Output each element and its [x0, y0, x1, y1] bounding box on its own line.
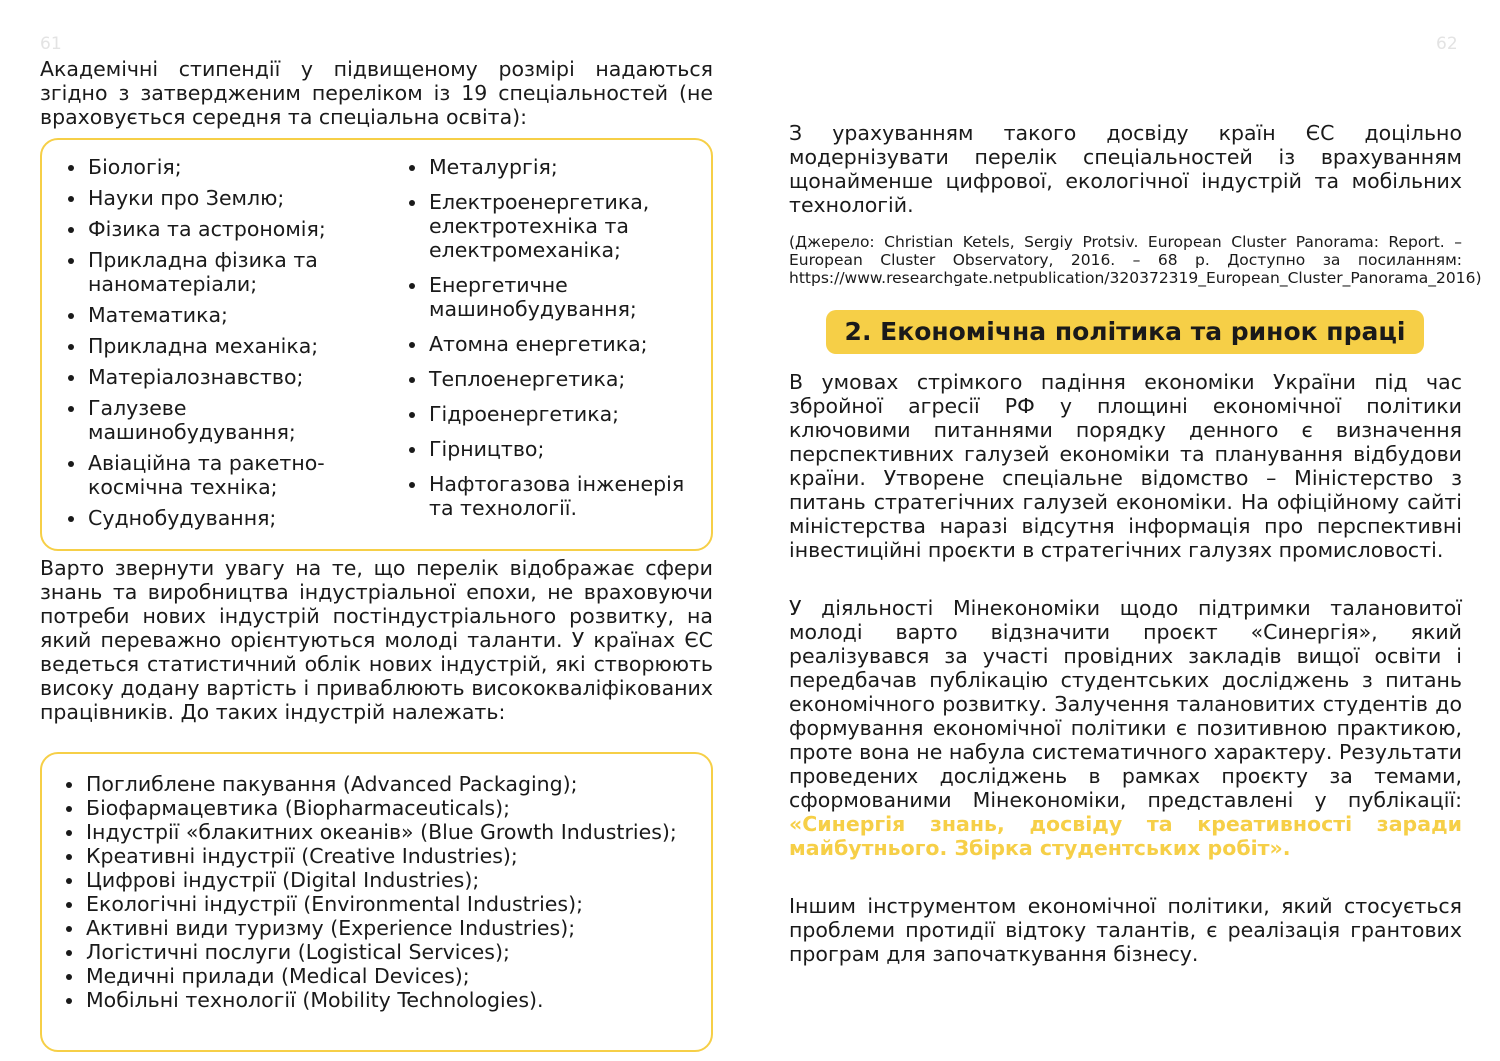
- specialty-item: Прикладна механіка;: [66, 334, 366, 358]
- industries-list: [64, 772, 694, 1012]
- specialty-item: Суднобудування;: [66, 506, 366, 530]
- specialty-item: Прикладна фізика та наноматеріали;: [66, 248, 366, 296]
- industry-item: Цифрові індустрії (Digital Industries);: [64, 868, 694, 892]
- eu-experience-paragraph: З урахуванням такого досвіду країн ЄС доцільно модернізувати перелік спеціальностей із врахуванням щонайменше цифрової, екологічної індустрій та мобільних технологій.: [789, 121, 1462, 217]
- publication-title-highlight: «Синергія знань, досвіду та креативності заради майбутнього. Збірка студентських робіт».: [789, 812, 1462, 860]
- specialty-item: Галузеве машинобудування;: [66, 396, 366, 444]
- specialty-item: Металургія;: [407, 155, 707, 179]
- specialty-item: Нафтогазова інженерія та технології.: [407, 472, 707, 520]
- source-citation: (Джерело: Christian Ketels, Sergiy Protsiv. European Cluster Panorama: Report. – European Cluster Observatory, 2016. – 68 p. Доступно за посиланням: https://www.researchgate.netpublication/320372319_European_Cluster_Panorama_2016): [789, 233, 1482, 287]
- specialty-item: Авіаційна та ракетно-космічна техніка;: [66, 451, 366, 499]
- industry-item: Екологічні індустрії (Environmental Industries);: [64, 892, 694, 916]
- page-number-left: 61: [40, 34, 62, 54]
- industry-item: Біофармацевтика (Biopharmaceuticals);: [64, 796, 694, 820]
- intro-paragraph: Академічні стипендії у підвищеному розмірі надаються згідно з затвердженим переліком із 19 спеціальностей (не враховується середня та спеціальна освіта):: [40, 57, 713, 129]
- minekonomiky-paragraph-text: У діяльності Мінекономіки щодо підтримки талановитої молоді варто відзначити проєкт «Синергія», який реалізувався за участі провідних закладів вищої освіти і передбачав публікацію студентських досліджень з питань економічного розвитку. Залучення талановитих студентів до формування економічної політики є позитивною практикою, проте вона не набула систематичного характеру. Результати проведених досліджень в рамках проєкту за темами, сформованими Мінекономіки, представлені у публікації:: [789, 596, 1462, 812]
- industries-intro-paragraph: Варто звернути увагу на те, що перелік відображає сфери знань та виробництва індустріальної епохи, не враховуючи потреби нових індустрій постіндустріального розвитку, на який переважно орієнтуються молоді таланти. У країнах ЄС ведеться статистичний облік нових індустрій, які створюють високу додану вартість і приваблюють висококваліфікованих працівників. До таких індустрій належать:: [40, 556, 713, 724]
- industry-item: Креативні індустрії (Creative Industries);: [64, 844, 694, 868]
- specialty-item: Математика;: [66, 303, 366, 327]
- specialties-list-col1: [66, 155, 366, 537]
- specialty-item: Науки про Землю;: [66, 186, 366, 210]
- specialty-item: Гірництво;: [407, 437, 707, 461]
- specialties-list-col2: [407, 155, 707, 531]
- industry-item: Логістичні послуги (Logistical Services);: [64, 940, 694, 964]
- industry-item: Медичні прилади (Medical Devices);: [64, 964, 694, 988]
- minekonomiky-paragraph: [789, 596, 1462, 860]
- grant-programs-paragraph: Іншим інструментом економічної політики, який стосується проблеми протидії відтоку талантів, є реалізація грантових програм для започаткування бізнесу.: [789, 894, 1462, 966]
- page-number-right: 62: [1436, 34, 1458, 54]
- specialty-item: Електроенергетика, електротехніка та електромеханіка;: [407, 190, 707, 262]
- specialty-item: Матеріалознавство;: [66, 365, 366, 389]
- section-heading: 2. Економічна політика та ринок праці: [826, 310, 1424, 354]
- industry-item: Активні види туризму (Experience Industries);: [64, 916, 694, 940]
- economy-paragraph: В умовах стрімкого падіння економіки України під час збройної агресії РФ у площині економічної політики ключовими питаннями порядку денного є визначення перспективних галузей економіки та планування відбудови країни. Утворене спеціальне відомство – Міністерство з питань стратегічних галузей економіки. На офіційному сайті міністерства наразі відсутня інформація про перспективні інвестиційні проєкти в стратегічних галузях промисловості.: [789, 370, 1462, 562]
- specialty-item: Енергетичне машинобудування;: [407, 273, 707, 321]
- industry-item: Поглиблене пакування (Advanced Packaging);: [64, 772, 694, 796]
- specialty-item: Біологія;: [66, 155, 366, 179]
- industry-item: Мобільні технології (Mobility Technologies).: [64, 988, 694, 1012]
- specialty-item: Гідроенергетика;: [407, 402, 707, 426]
- specialty-item: Атомна енергетика;: [407, 332, 707, 356]
- specialty-item: Фізика та астрономія;: [66, 217, 366, 241]
- specialty-item: Теплоенергетика;: [407, 367, 707, 391]
- industry-item: Індустрії «блакитних океанів» (Blue Growth Industries);: [64, 820, 694, 844]
